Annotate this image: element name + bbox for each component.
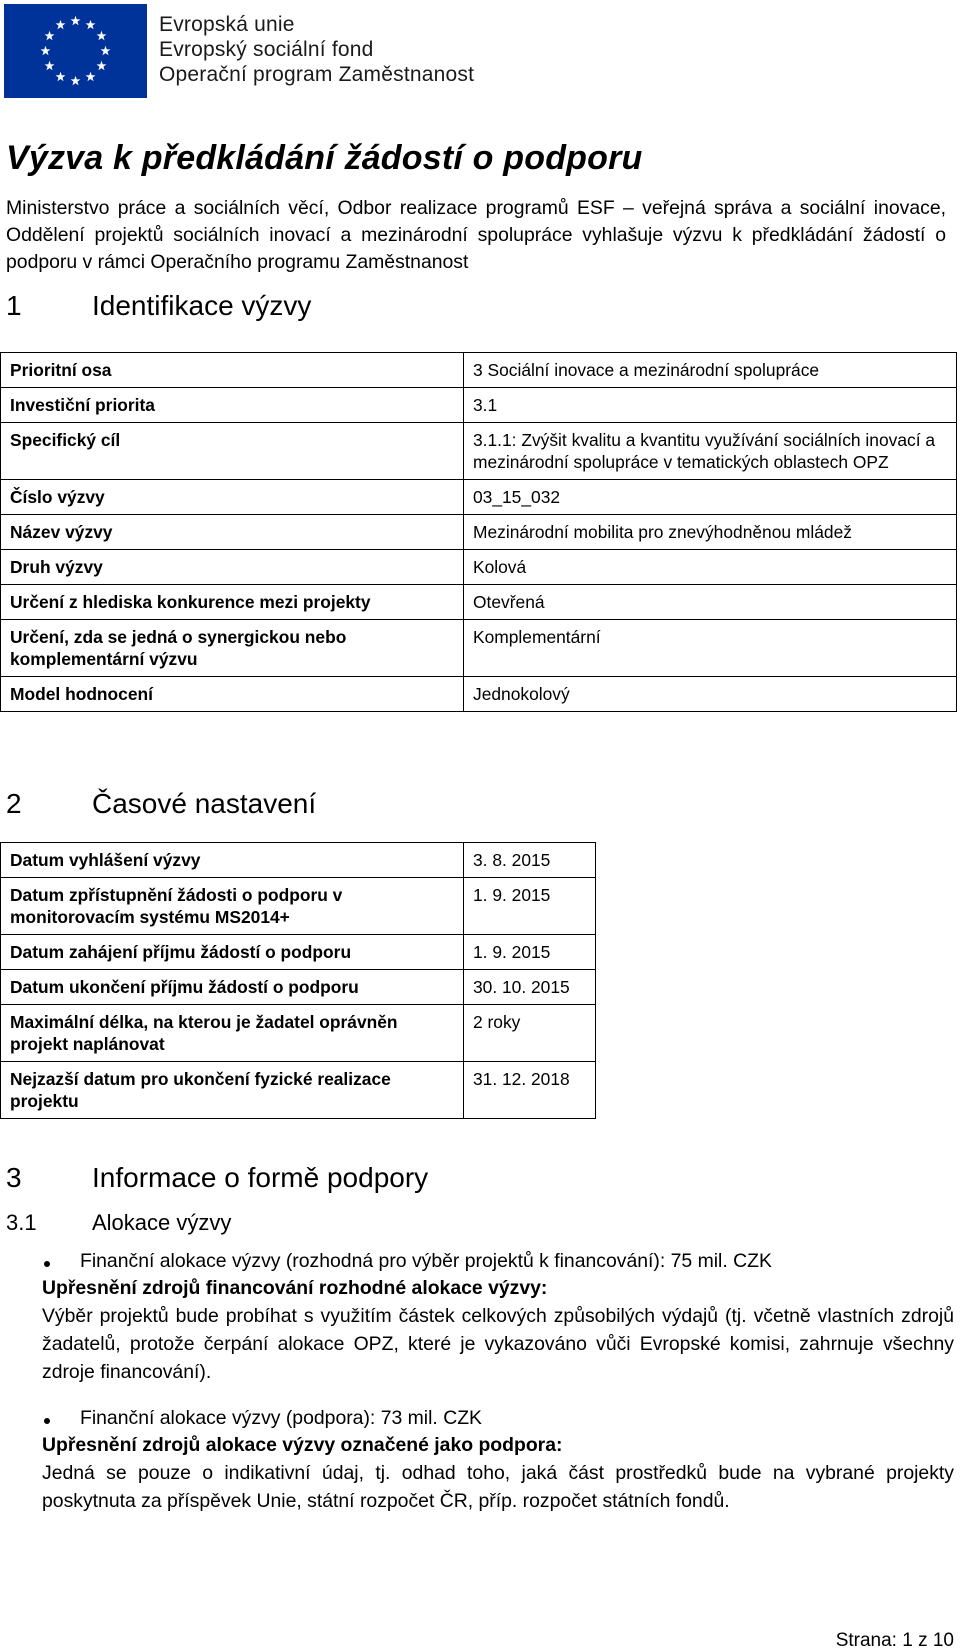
star-icon [41, 46, 51, 55]
header-line-3: Operační program Zaměstnanost [159, 63, 475, 86]
bullet-text: Finanční alokace výzvy (rozhodná pro výběr projektů k financování): 75 mil. CZK [80, 1250, 772, 1272]
row-value: 30. 10. 2015 [464, 970, 596, 1005]
table-row [1, 1062, 596, 1119]
star-icon [86, 72, 96, 81]
row-value: 1. 9. 2015 [464, 935, 596, 970]
table-row [1, 878, 596, 935]
table-row [1, 620, 957, 677]
star-icon [56, 20, 66, 29]
row-value: 3.1.1: Zvýšit kvalitu a kvantitu využívání sociálních inovací a mezinárodní spolupráce v tematických oblastech OPZ [464, 423, 957, 480]
row-value: Komplementární [464, 620, 957, 677]
star-icon [86, 20, 96, 29]
star-icon [97, 61, 107, 70]
table-row [1, 515, 957, 550]
table-row [1, 970, 596, 1005]
row-value: Otevřená [464, 585, 957, 620]
table-row [1, 480, 957, 515]
eu-flag-logo [4, 4, 147, 98]
star-icon [45, 61, 55, 70]
row-value: 2 roky [464, 1005, 596, 1062]
allocation-text-1: Výběr projektů bude probíhat s využitím částek celkových způsobilých výdajů (tj. včetně vlastních zdrojů žadatelů, protože čerpání alokace OPZ, které je vykazováno vůči Evropské komisi, zahrnuje všechny zdroje financování). [42, 1305, 954, 1383]
identification-table [0, 352, 957, 712]
row-label: Číslo výzvy [1, 480, 464, 515]
table-row [1, 585, 957, 620]
row-value: 3 Sociální inovace a mezinárodní spolupráce [464, 353, 957, 388]
star-icon [71, 76, 81, 85]
row-value: Kolová [464, 550, 957, 585]
row-label: Datum zahájení příjmu žádostí o podporu [1, 935, 464, 970]
eu-stars-icon [4, 4, 147, 98]
section-number: 2 [6, 788, 22, 819]
row-value: 03_15_032 [464, 480, 957, 515]
bullet-icon [44, 1261, 50, 1267]
bullet-text: Finanční alokace výzvy (podpora): 73 mil. CZK [80, 1407, 482, 1429]
section-1-heading [6, 290, 311, 322]
allocation-block-1 [42, 1274, 954, 1386]
row-value: 3. 8. 2015 [464, 843, 596, 878]
row-label: Model hodnocení [1, 677, 464, 712]
page-title: Výzva k předkládání žádostí o podporu [6, 139, 643, 177]
table-row [1, 388, 957, 423]
section-number: 1 [6, 290, 22, 321]
subsection-title: Alokace výzvy [92, 1210, 232, 1235]
bullet-icon [44, 1418, 50, 1424]
star-icon [71, 16, 81, 25]
table-row [1, 353, 957, 388]
row-label: Nejzazší datum pro ukončení fyzické realizace projektu [1, 1062, 464, 1119]
row-label: Datum zpřístupnění žádosti o podporu v monitorovacím systému MS2014+ [1, 878, 464, 935]
row-label: Investiční priorita [1, 388, 464, 423]
row-value: 31. 12. 2018 [464, 1062, 596, 1119]
allocation-text-2: Jedná se pouze o indikativní údaj, tj. odhad toho, jaká část prostředků bude na vybrané projekty poskytnuta za příspěvek Unie, státní rozpočet ČR, příp. rozpočet státních fondů. [42, 1462, 954, 1512]
row-label: Název výzvy [1, 515, 464, 550]
section-number: 3 [6, 1162, 22, 1193]
row-label: Specifický cíl [1, 423, 464, 480]
header-line-1: Evropská unie [159, 13, 295, 36]
row-label: Datum vyhlášení výzvy [1, 843, 464, 878]
page-number: Strana: 1 z 10 [835, 1630, 954, 1651]
table-row [1, 550, 957, 585]
star-icon [45, 31, 55, 40]
row-label: Určení z hlediska konkurence mezi projekty [1, 585, 464, 620]
allocation-heading-1: Upřesnění zdrojů financování rozhodné alokace výzvy: [42, 1277, 548, 1299]
section-3-heading [6, 1162, 428, 1194]
table-row [1, 1005, 596, 1062]
section-title: Identifikace výzvy [92, 290, 312, 321]
timing-table [0, 842, 596, 1119]
header [4, 4, 474, 100]
row-label: Druh výzvy [1, 550, 464, 585]
section-2-heading [6, 788, 316, 820]
subsection-number: 3.1 [6, 1210, 37, 1235]
table-row [1, 843, 596, 878]
row-value: Mezinárodní mobilita pro znevýhodněnou mládež [464, 515, 957, 550]
star-icon [56, 72, 66, 81]
section-title: Časové nastavení [92, 788, 317, 819]
table-row [1, 935, 596, 970]
allocation-heading-2: Upřesnění zdrojů alokace výzvy označené jako podpora: [42, 1434, 563, 1456]
table-row [1, 423, 957, 480]
row-value: 1. 9. 2015 [464, 878, 596, 935]
table-row [1, 677, 957, 712]
row-value: Jednokolový [464, 677, 957, 712]
row-label: Maximální délka, na kterou je žadatel oprávněn projekt naplánovat [1, 1005, 464, 1062]
star-icon [97, 31, 107, 40]
header-text [159, 12, 474, 87]
row-value: 3.1 [464, 388, 957, 423]
row-label: Prioritní osa [1, 353, 464, 388]
header-line-2: Evropský sociální fond [159, 38, 374, 61]
intro-paragraph: Ministerstvo práce a sociálních věcí, Odbor realizace programů ESF – veřejná správa a sociální inovace, Oddělení projektů sociálních inovací a mezinárodní spolupráce vyhlašuje výzvu k předkládání žádostí o podporu v rámci Operačního programu Zaměstnanost [6, 197, 946, 273]
row-label: Datum ukončení příjmu žádostí o podporu [1, 970, 464, 1005]
section-3-1-heading [6, 1210, 231, 1236]
section-title: Informace o formě podpory [92, 1162, 429, 1193]
row-label: Určení, zda se jedná o synergickou nebo komplementární výzvu [1, 620, 464, 677]
allocation-block-2 [42, 1431, 954, 1515]
star-icon [101, 46, 111, 55]
